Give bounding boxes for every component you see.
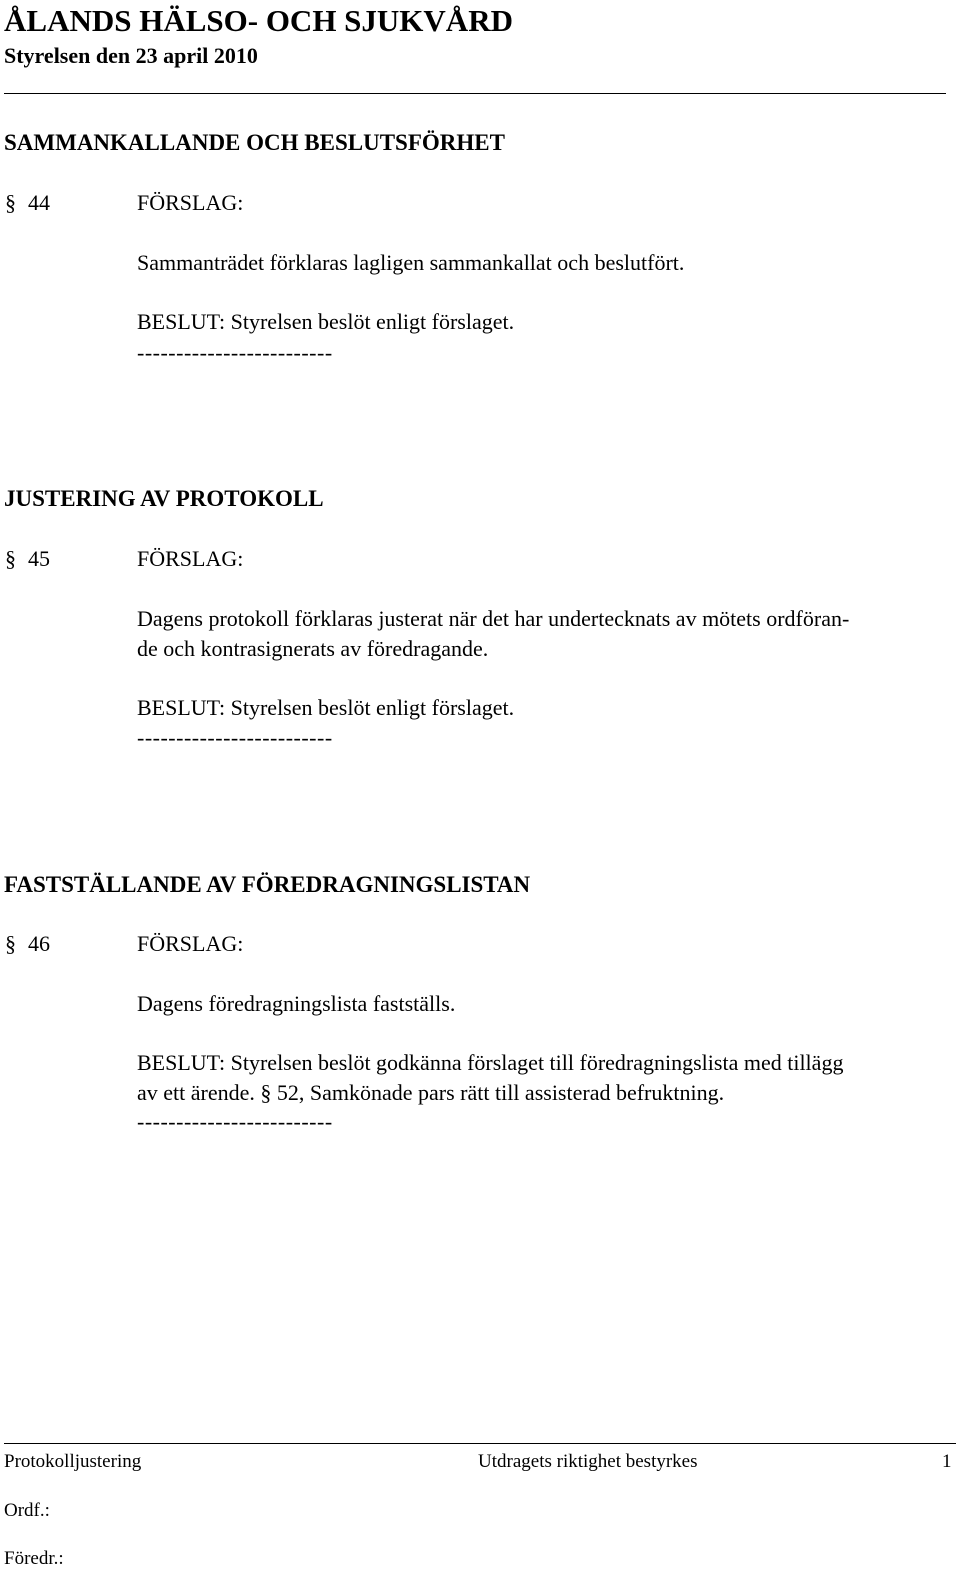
section-separator-45: ------------------------- (137, 725, 333, 750)
paragraph-sign-45: § (5, 546, 16, 571)
footer-divider (4, 1443, 956, 1444)
section-separator-44: ------------------------- (137, 340, 333, 365)
proposal-text-46: Dagens föredragningslista fastställs. (137, 991, 456, 1016)
footer-certification: Utdragets riktighet bestyrkes (478, 1451, 698, 1472)
section-heading-44: SAMMANKALLANDE OCH BESLUTSFÖRHET (4, 130, 505, 155)
paragraph-sign-44: § (5, 190, 16, 215)
section-heading-45: JUSTERING AV PROTOKOLL (4, 486, 324, 511)
organization-title: ÅLANDS HÄLSO- OCH SJUKVÅRD (4, 3, 513, 38)
proposal-text-45-line-2: de och kontrasignerats av föredragande. (137, 636, 489, 661)
page-number: 1 (942, 1451, 952, 1472)
paragraph-number-46: 46 (28, 931, 50, 956)
proposal-label-44: FÖRSLAG: (137, 190, 244, 215)
section-heading-46: FASTSTÄLLANDE AV FÖREDRAGNINGSLISTAN (4, 872, 531, 897)
meeting-date: Styrelsen den 23 april 2010 (4, 43, 258, 68)
proposal-text-45-line-1: Dagens protokoll förklaras justerat när det har undertecknats av mötets ordföran- (137, 606, 850, 631)
decision-text-44: BESLUT: Styrelsen beslöt enligt förslaget. (137, 309, 515, 334)
chair-signature-label: Ordf.: (4, 1500, 50, 1521)
proposal-text-44: Sammanträdet förklaras lagligen sammankallat och beslutfört. (137, 250, 685, 275)
presenter-signature-label: Föredr.: (4, 1548, 64, 1569)
paragraph-number-45: 45 (28, 546, 50, 571)
proposal-label-46: FÖRSLAG: (137, 931, 244, 956)
proposal-label-45: FÖRSLAG: (137, 546, 244, 571)
footer-protocol-check: Protokolljustering (4, 1451, 142, 1472)
decision-text-46-line-1: BESLUT: Styrelsen beslöt godkänna förslaget till föredragningslista med tillägg (137, 1050, 844, 1075)
decision-text-46-line-2: av ett ärende. § 52, Samkönade pars rätt till assisterad befruktning. (137, 1080, 725, 1105)
decision-text-45: BESLUT: Styrelsen beslöt enligt förslaget. (137, 695, 515, 720)
section-separator-46: ------------------------- (137, 1109, 333, 1134)
paragraph-number-44: 44 (28, 190, 50, 215)
paragraph-sign-46: § (5, 931, 16, 956)
header-divider (4, 93, 946, 94)
